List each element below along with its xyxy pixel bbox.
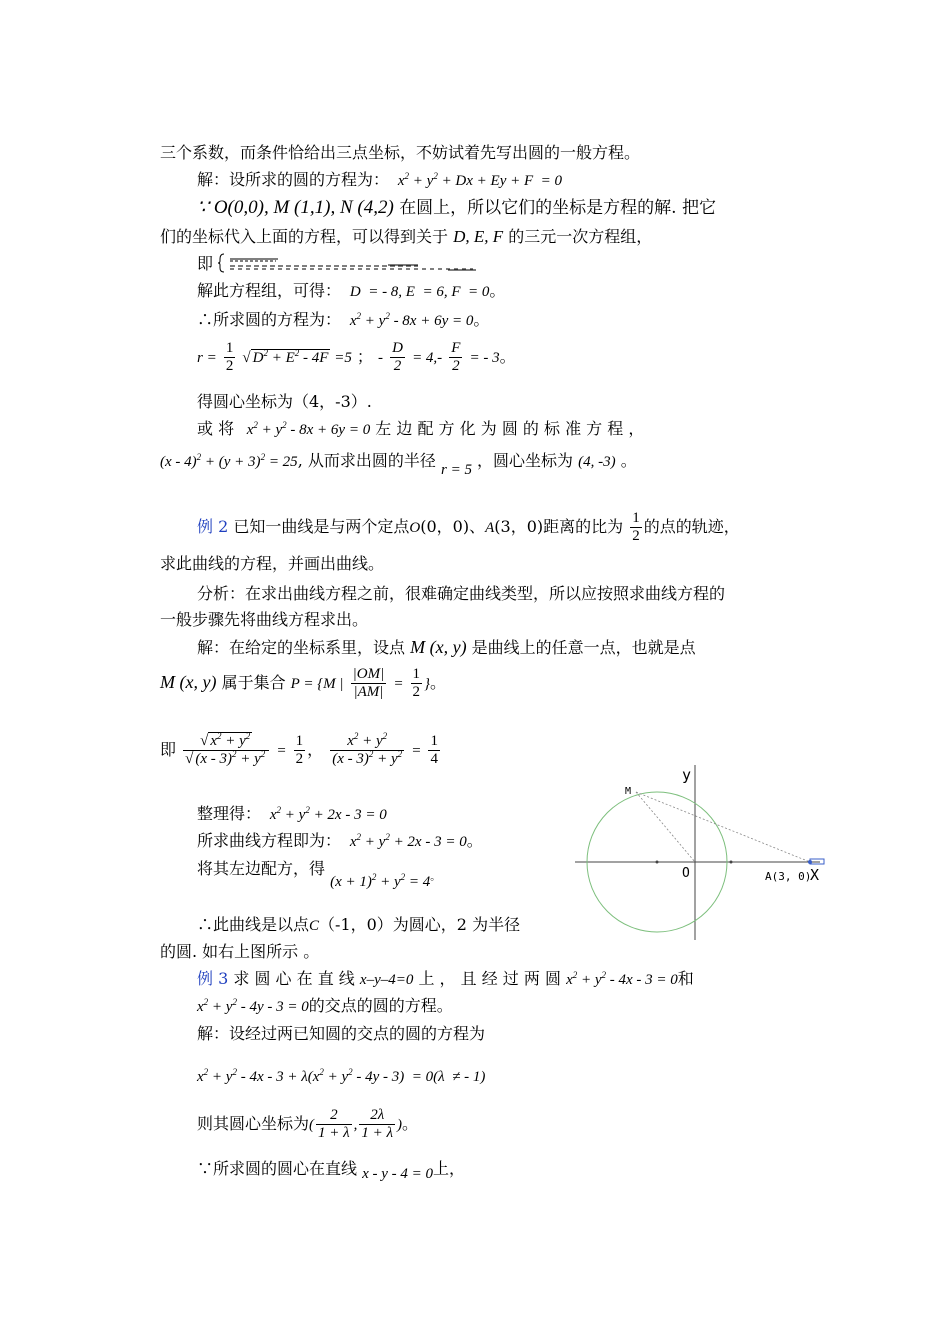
unknowns-def: D, E, F	[453, 227, 504, 246]
text-line-22-b: （-1，0）为圆心，2 为半径	[319, 915, 521, 934]
label-y: y	[682, 766, 692, 784]
text-line-13: 求此曲线的方程，并画出曲线。	[160, 554, 385, 573]
center-point	[656, 861, 659, 864]
result-lead: ∴所求圆的方程为：	[197, 310, 342, 329]
solution-values: D = - 8, E = 6, F = 0	[346, 284, 490, 300]
example-3-line-eq: x–y–4=0	[359, 972, 414, 988]
text-line-16: 解：在给定的坐标系里，设点 M (x, y) 是曲线上的任意一点，也就是点	[197, 637, 696, 657]
text-line-18: 即 $\frac{√ x^2 + y^2}{√ (x - 3)^2 + y^2}$ = $\frac{1}{2}$ ， $\frac{x^2 + y^2}{(x - 3)^2 + y^2}$ = $\frac{1}{4}$	[160, 731, 438, 767]
text-line-6: 解此方程组，可得： D = - 8, E = 6, F = 0。	[197, 281, 506, 300]
example-2-text-a: 已知一曲线是与两个定点	[233, 517, 410, 536]
text-line-21: 将其左边配方，得 $(x + 1)^2 + y^2 = 4_。$	[197, 859, 441, 890]
example-3-text-a: 求 圆 心 在 直 线	[233, 969, 355, 988]
curve-eq-lead: 所求曲线方程即为：	[197, 831, 342, 850]
circle-equation-1: $x^2 + y^2 - 8x + 6y = 0$	[346, 311, 474, 329]
square-lead: 将其左边配方，得	[197, 859, 326, 878]
axis-tick	[730, 861, 733, 864]
text-line-25: $x^2 + y^2 - 4y - 3 = 0$的交点的圆的方程。	[197, 996, 453, 1015]
text-line-8: r = $\frac{1}{2}$ √ $D^2 + E^2 - 4F =5$ ； - $\frac{D}{2}$ = 4,- $\frac{F}{2}$ = - 3。	[197, 340, 516, 374]
general-circle-equation: $x^2 + y^2 + Dx + Ey + F = 0$	[394, 171, 563, 189]
text-line-23: 的圆. 如右上图所示 。	[160, 942, 320, 961]
label-A: A(3, 0)	[765, 870, 812, 883]
example-3-label: 例 3	[197, 969, 229, 988]
text-line-9: 得圆心坐标为（4，-3）.	[197, 392, 372, 411]
text-line-3	[197, 197, 716, 219]
text-line-4-b: 的三元一次方程组，	[508, 227, 653, 246]
ji-lead: 即	[160, 740, 177, 759]
line-tail: 上，	[433, 1159, 466, 1178]
text-line-17: M (x, y) 属于集合 P = {M | $\frac{|OM|}{|AM|}$ = $\frac{1}{2}$ }。	[160, 666, 447, 700]
segment-MA	[636, 792, 810, 862]
text-line-19: 整理得： $x^2 + y^2 + 2x - 3 = 0$	[197, 804, 387, 823]
text-line-4	[160, 226, 652, 248]
example-3-line: 例 3 求 圆 心 在 直 线 x–y–4=0 上 ， 且 经 过 两 圆 $x^2 + y^2 - 4x - 3 = 0$和	[197, 969, 694, 988]
standard-form: $(x - 4)^2 + (y + 3)^2 = 25$	[160, 452, 298, 470]
text-line-1: 三个系数，而条件恰给出三点坐标，不妨试着先写出圆的一般方程。	[160, 143, 641, 162]
text-line-25-tail: 的交点的圆的方程。	[308, 996, 453, 1015]
example-2-sep: 、	[469, 517, 486, 536]
circle-equation-2: $x^2 + y^2 - 8x + 6y = 0$	[239, 420, 371, 438]
text-line-26: 解：设经过两已知圆的交点的圆的方程为	[197, 1024, 486, 1043]
text-line-27: $x^2 + y^2 - 4x - 3 + \lambda(x^2 + y^2 - 4y - 3) = 0(\lambda$ ≠ - 1)	[197, 1067, 486, 1085]
line-lead: ∵所求圆的圆心在直线	[197, 1159, 358, 1178]
text-line-10	[197, 418, 644, 441]
label-O: O	[682, 866, 690, 881]
example-2-text-c: 距离的比为	[543, 517, 624, 536]
segment-MO	[636, 792, 695, 862]
text-line-29: ∵所求圆的圆心在直线 x - y - 4 = 0上，	[197, 1159, 466, 1182]
simplify-lead: 整理得：	[197, 804, 262, 823]
radius-text: 从而求出圆的半径	[307, 451, 436, 470]
equation-system-garbled	[218, 252, 488, 274]
text-line-2	[197, 169, 562, 192]
example-3-text-c: 和	[677, 969, 694, 988]
text-line-17-a: 属于集合	[221, 673, 286, 692]
text-line-7: ∴所求圆的方程为： $x^2 + y^2 - 8x + 6y = 0$。	[197, 310, 490, 329]
text-line-5	[197, 252, 488, 275]
text-line-4-a: 们的坐标代入上面的方程，可以得到关于	[160, 227, 449, 246]
solution-lead: 解：设所求的圆的方程为：	[197, 170, 390, 189]
text-line-22-a: ∴此曲线是以点	[197, 915, 310, 934]
three-points: ∵ O(0,0), M (1,1), N (4,2)	[197, 197, 394, 218]
text-line-14: 分析：在求出曲线方程之前，很难确定曲线类型，所以应按照求曲线方程的	[197, 584, 726, 603]
example-3-text-b: 上 ， 且 经 过 两 圆	[418, 969, 561, 988]
label-x: X	[810, 866, 820, 884]
example-2-line: 例 2 已知一曲线是与两个定点O(0，0)、A(3，0)距离的比为 $\frac{1}{2}$ 的点的轨迹，	[197, 510, 740, 544]
text-line-16-b: 是曲线上的任意一点，也就是点	[471, 638, 696, 657]
text-line-28: 则其圆心坐标为( $\frac{2}{1 + \lambda}$ , $\frac{2\lambda}{1 + \lambda}$ )。	[197, 1107, 419, 1141]
text-line-15: 一般步骤先将曲线方程求出。	[160, 610, 369, 629]
center-text: ，圆心坐标为	[477, 451, 574, 470]
solve-lead: 解此方程组，可得：	[197, 281, 342, 300]
label-M: M	[625, 786, 632, 797]
text-line-3-tail: 在圆上，所以它们的坐标是方程的解. 把它	[399, 198, 716, 218]
center-lead: 则其圆心坐标为	[197, 1114, 310, 1133]
circle-figure	[570, 760, 830, 945]
text-line-22: ∴此曲线是以点C（-1，0）为圆心，2 为半径	[197, 915, 521, 934]
text-line-11: $(x - 4)^2 + (y + 3)^2 = 25$, 从而求出圆的半径 r = 5 ，圆心坐标为 (4, -3) 。	[160, 451, 637, 478]
complete-square-text: 左 边 配 方 化 为 圆 的 标 准 方 程 ，	[375, 419, 645, 438]
text-line-20: 所求曲线方程即为： $x^2 + y^2 + 2x - 3 = 0$。	[197, 831, 483, 850]
or-lead: 或 将	[197, 419, 235, 438]
example-2-text-d: 的点的轨迹，	[643, 517, 740, 536]
system-lead: 即	[197, 254, 214, 273]
text-line-16-a: 解：在给定的坐标系里，设点	[197, 638, 406, 657]
example-2-label: 例 2	[197, 517, 229, 536]
